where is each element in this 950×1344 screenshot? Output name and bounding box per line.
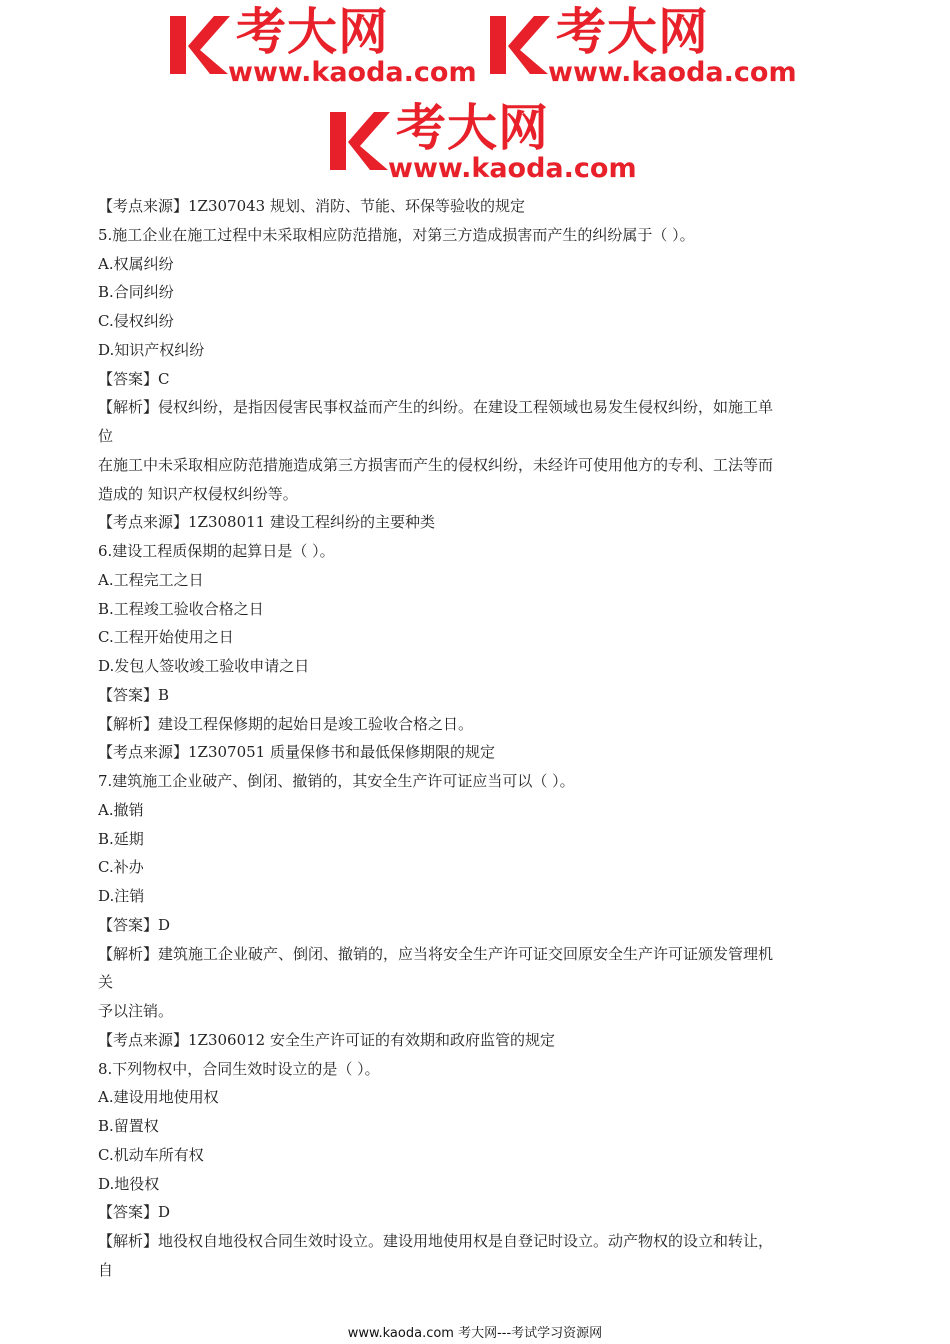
logo-brand-url: www.kaoda.com — [548, 57, 797, 88]
source-note: 【考点来源】1Z307051 质量保修书和最低保修期限的规定 — [98, 743, 495, 762]
kaoda-k-logo-icon — [490, 12, 550, 78]
kaoda-logo — [330, 99, 650, 184]
option-d: D.发包人签收竣工验收申请之日 — [98, 657, 310, 675]
answer: 【答案】B — [98, 685, 170, 704]
explanation-continued: 在施工中未采取相应防范措施造成第三方损害而产生的侵权纠纷，未经许可使用他方的专利、工法等而 — [98, 455, 774, 474]
kaoda-k-logo-icon — [330, 108, 390, 174]
logo-brand-url: www.kaoda.com — [228, 57, 477, 88]
logo-brand-name: 考大网 — [556, 3, 709, 61]
page-footer: www.kaoda.com 考大网---考试学习资源网 — [347, 1326, 603, 1341]
option-c: C.侵权纠纷 — [98, 312, 174, 330]
explanation: 【解析】侵权纠纷，是指因侵害民事权益而产生的纠纷。在建设工程领域也易发生侵权纠纷，如施工单 — [98, 398, 774, 417]
question-6: 6.建设工程质保期的起算日是（ ）。 — [98, 542, 335, 560]
question-7: 7.建筑施工企业破产、倒闭、撤销的，其安全生产许可证应当可以（ ）。 — [98, 772, 575, 790]
answer: 【答案】D — [98, 915, 171, 934]
answer: 【答案】C — [98, 369, 170, 388]
option-a: A.撤销 — [98, 800, 144, 819]
question-8: 8.下列物权中，合同生效时设立的是（ ）。 — [98, 1059, 380, 1078]
explanation-continued: 予以注销。 — [98, 1002, 174, 1020]
option-c: C.机动车所有权 — [98, 1145, 204, 1164]
option-a: A.建设用地使用权 — [98, 1088, 219, 1107]
source-note: 【考点来源】1Z306012 安全生产许可证的有效期和政府监管的规定 — [98, 1030, 555, 1049]
logo-brand-name: 考大网 — [236, 3, 389, 61]
option-b: B.合同纠纷 — [98, 283, 174, 302]
option-b: B.留置权 — [98, 1117, 159, 1135]
source-note: 【考点来源】1Z308011 建设工程纠纷的主要种类 — [98, 513, 435, 532]
answer: 【答案】D — [98, 1203, 171, 1222]
document-body — [98, 192, 858, 1285]
kaoda-logo — [170, 3, 490, 88]
option-c: C.工程开始使用之日 — [98, 628, 234, 647]
option-a: A.权属纠纷 — [98, 254, 174, 273]
option-b: B.工程竣工验收合格之日 — [98, 599, 264, 618]
question-5: 5.施工企业在施工过程中未采取相应防范措施，对第三方造成损害而产生的纠纷属于（ ）。 — [98, 225, 695, 244]
kaoda-logo — [490, 3, 810, 88]
option-a: A.工程完工之日 — [98, 570, 204, 589]
explanation: 【解析】建筑施工企业破产、倒闭、撤销的，应当将安全生产许可证交回原安全生产许可证颁发管理机 — [98, 944, 774, 963]
explanation-continued: 造成的 知识产权侵权纠纷等。 — [98, 484, 298, 503]
explanation-continued: 自 — [98, 1260, 114, 1279]
logo-brand-name: 考大网 — [396, 99, 549, 157]
option-d: D.地役权 — [98, 1174, 160, 1193]
option-c: C.补办 — [98, 858, 144, 877]
option-d: D.注销 — [98, 887, 145, 905]
kaoda-k-logo-icon — [170, 12, 230, 78]
option-d: D.知识产权纠纷 — [98, 340, 205, 359]
source-note: 【考点来源】1Z307043 规划、消防、节能、环保等验收的规定 — [98, 197, 525, 215]
explanation-continued: 关 — [98, 973, 114, 992]
logo-brand-url: www.kaoda.com — [388, 153, 637, 184]
option-b: B.延期 — [98, 829, 144, 848]
explanation: 【解析】地役权自地役权合同生效时设立。建设用地使用权是自登记时设立。动产物权的设立和转让， — [98, 1232, 774, 1250]
explanation-continued: 位 — [98, 427, 114, 445]
explanation: 【解析】建设工程保修期的起始日是竣工验收合格之日。 — [98, 714, 474, 733]
